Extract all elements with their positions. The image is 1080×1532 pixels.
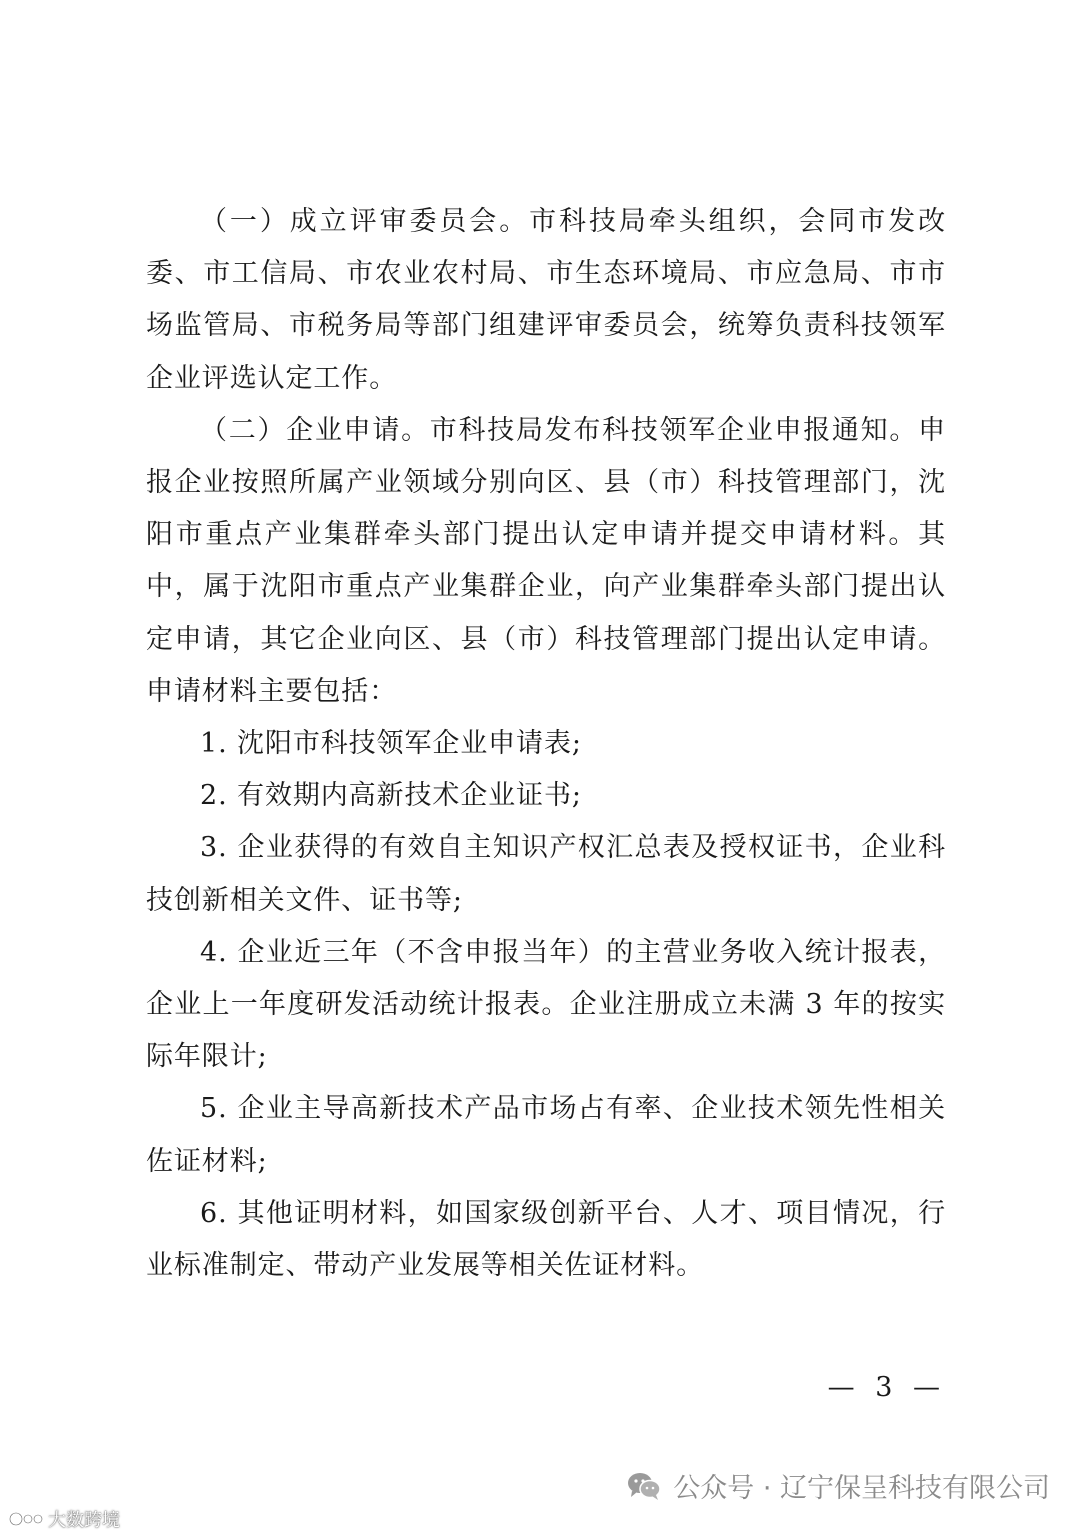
list-item-revenue-reports: 4. 企业近三年（不含申报当年）的主营业务收入统计报表，企业上一年度研发活动统计报表。企业注册成立未满 3 年的按实际年限计; [146, 936, 946, 1073]
watermark-bar [0, 1448, 1080, 1531]
paragraph-enterprise-application: （二）企业申请。市科技局发布科技领军企业申报通知。申报企业按照所属产业领域分别向区、县（市）科技管理部门，沈阳市重点产业集群牵头部门提出认定申请并提交申请材料。其中，属于沈阳市重点产业集群企业，向产业集群牵头部门提出认定申请，其它企业向区、县（市）科技管理部门提出认定申请。申请材料主要包括： [146, 414, 946, 707]
list-item-other-materials: 6. 其他证明材料，如国家级创新平台、人才、项目情况，行业标准制定、带动产业发展等相关佐证材料。 [146, 1197, 946, 1282]
page-number: — 3 — [827, 1372, 946, 1403]
account-watermark [627, 1466, 1050, 1505]
source-watermark-text: 大数跨境 [48, 1510, 120, 1531]
list-item-ip-summary: 3. 企业获得的有效自主知识产权汇总表及授权证书，企业科技创新相关文件、证书等; [146, 832, 946, 916]
account-watermark-text: 公众号 · 辽宁保呈科技有限公司 [673, 1473, 1050, 1504]
source-watermark [8, 1506, 120, 1532]
wechat-icon [627, 1471, 661, 1501]
paragraph-review-committee: （一）成立评审委员会。市科技局牵头组织，会同市发改委、市工信局、市农业农村局、市生态环境局、市应急局、市市场监管局、市税务局等部门组建评审委员会，统筹负责科技领军企业评选认定工作。 [146, 206, 946, 394]
list-item-application-form: 1. 沈阳市科技领军企业申请表; [200, 728, 582, 760]
brand-logo-icon [8, 1509, 44, 1529]
document-body [146, 196, 946, 1292]
list-item-market-share: 5. 企业主导高新技术产品市场占有率、企业技术领先性相关佐证材料; [146, 1093, 946, 1177]
list-item-hightech-certificate: 2. 有效期内高新技术企业证书; [200, 780, 582, 812]
